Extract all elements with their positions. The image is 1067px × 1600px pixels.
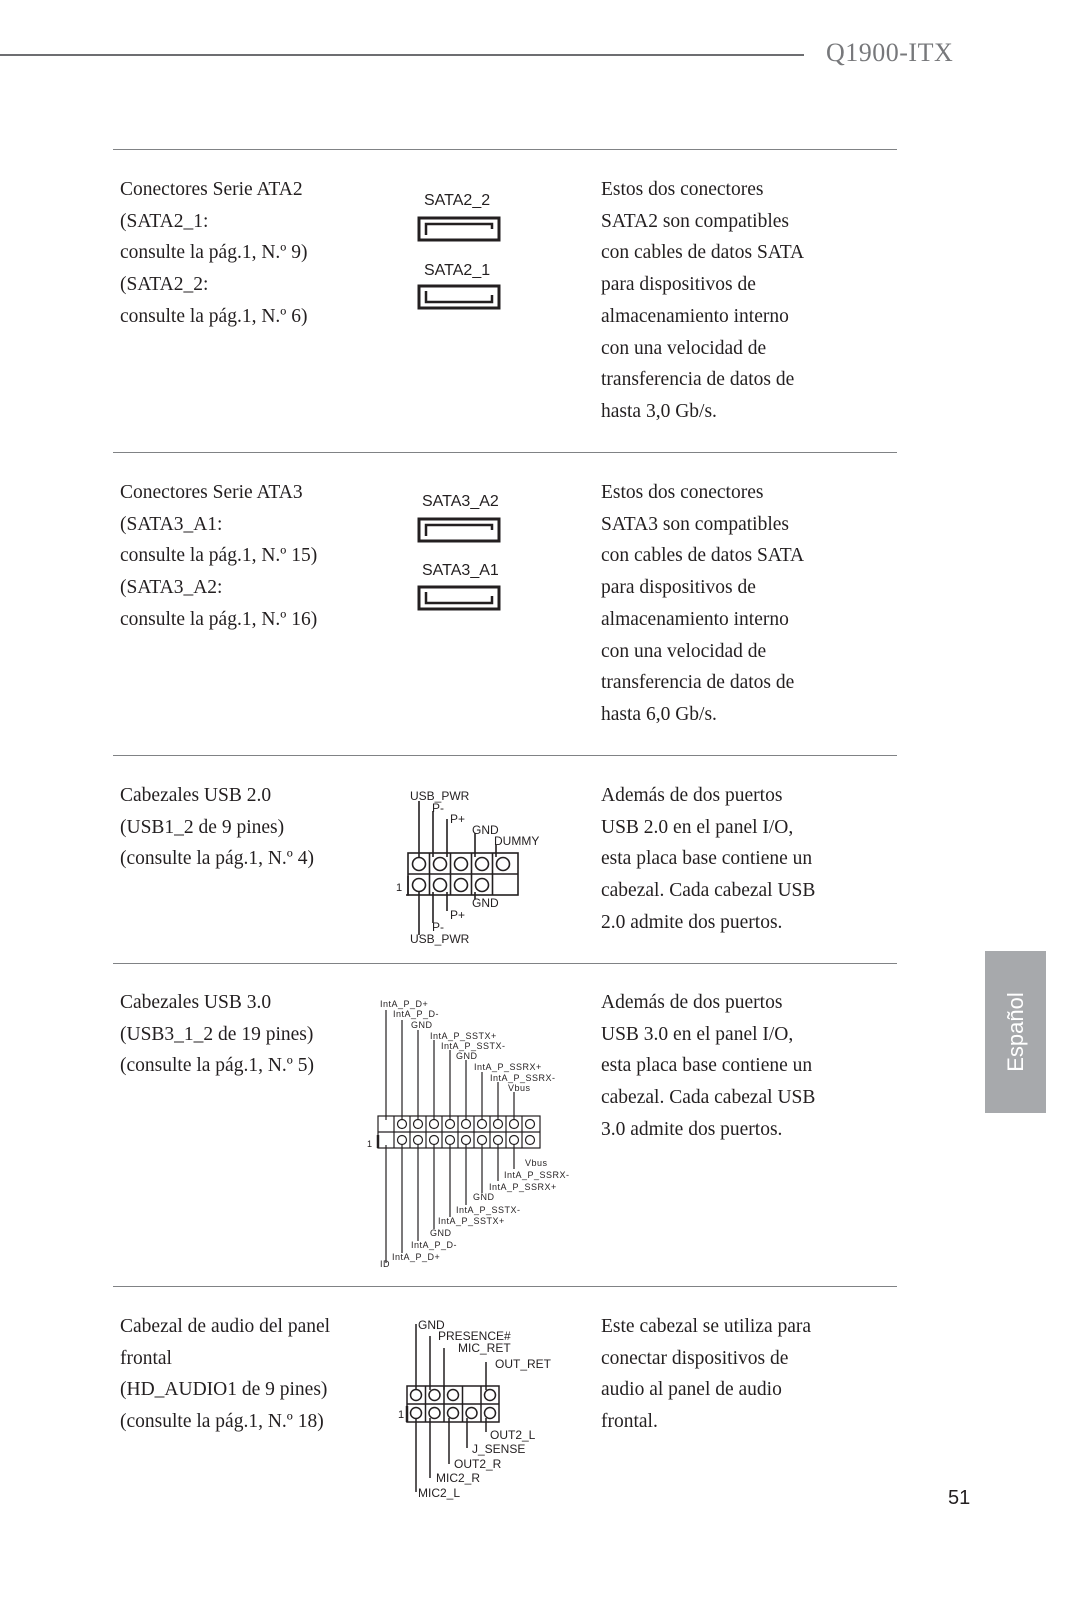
sata3-title-line: consulte la pág.1, N.º 15) bbox=[120, 545, 318, 567]
audio-label: MIC2_L bbox=[418, 1486, 461, 1500]
sata3-desc-line: con una velocidad de bbox=[601, 640, 767, 662]
usb2-header-diagram bbox=[392, 787, 552, 951]
usb2-desc-line: Además de dos puertos bbox=[601, 785, 783, 806]
sata2-description bbox=[601, 174, 871, 428]
usb3-label: Vbus bbox=[508, 1083, 531, 1093]
sata3-a1-label: SATA3_A1 bbox=[422, 562, 499, 579]
usb3-label: IntA_P_D+ bbox=[392, 1252, 441, 1262]
audio-label: OUT2_L bbox=[490, 1428, 536, 1442]
sata2-title-line: consulte la pág.1, N.º 9) bbox=[120, 242, 308, 264]
sata2-title-line: (SATA2_1: bbox=[120, 210, 209, 232]
sata3-title bbox=[120, 477, 317, 636]
usb3-label: GND bbox=[411, 1020, 433, 1030]
sata3-title-line: Conectores Serie ATA3 bbox=[120, 482, 303, 503]
usb3-title-line: Cabezales USB 3.0 bbox=[120, 992, 272, 1013]
usb3-title bbox=[120, 987, 314, 1082]
sata3-desc-line: con cables de datos SATA bbox=[601, 545, 805, 567]
sata3-a2-label: SATA3_A2 bbox=[422, 493, 499, 510]
usb3-header-diagram bbox=[366, 995, 586, 1270]
header-rule bbox=[0, 54, 804, 56]
usb3-label: IntA_P_SSRX- bbox=[490, 1073, 556, 1083]
usb2-label: USB_PWR bbox=[410, 932, 470, 946]
sata2-desc-line: hasta 3,0 Gb/s. bbox=[601, 400, 717, 422]
audio-desc-line: audio al panel de audio bbox=[601, 1379, 782, 1401]
audio-label: J_SENSE bbox=[472, 1442, 526, 1456]
page-number: 51 bbox=[948, 1487, 971, 1509]
usb2-label: GND bbox=[472, 896, 499, 910]
usb3-label: IntA_P_D- bbox=[411, 1240, 458, 1250]
sata3-desc-line: para dispositivos de bbox=[601, 577, 756, 599]
section-divider bbox=[113, 963, 897, 964]
sata3-title-line: (SATA3_A1: bbox=[120, 513, 223, 535]
sata2-title-line: (SATA2_2: bbox=[120, 274, 209, 296]
usb3-label: IntA_P_SSRX+ bbox=[474, 1062, 542, 1072]
usb3-pin1-marker: 1 bbox=[367, 1139, 373, 1149]
usb2-desc-line: 2.0 admite dos puertos. bbox=[601, 911, 783, 933]
sata2-connector-diagram bbox=[410, 185, 520, 320]
usb3-label: IntA_P_SSTX- bbox=[456, 1205, 521, 1215]
audio-desc-line: conectar dispositivos de bbox=[601, 1347, 789, 1369]
audio-label: MIC_RET bbox=[458, 1341, 511, 1355]
usb2-pin1-marker: 1 bbox=[396, 882, 403, 894]
sata2-2-label: SATA2_2 bbox=[424, 192, 491, 209]
usb2-desc-line: esta placa base contiene un bbox=[601, 848, 813, 870]
audio-title-line: (HD_AUDIO1 de 9 pines) bbox=[120, 1379, 328, 1401]
sata2-desc-line: para dispositivos de bbox=[601, 274, 756, 296]
audio-title-line: Cabezal de audio del panel bbox=[120, 1316, 331, 1337]
sata3-title-line: (SATA3_A2: bbox=[120, 577, 223, 599]
usb2-label: P+ bbox=[450, 908, 466, 922]
usb2-label: P+ bbox=[450, 812, 466, 826]
audio-title-line: frontal bbox=[120, 1347, 172, 1369]
language-tab bbox=[985, 951, 1046, 1113]
sata3-desc-line: transferencia de datos de bbox=[601, 672, 795, 694]
usb3-label: IntA_P_SSRX+ bbox=[489, 1182, 557, 1192]
sata2-title-line: Conectores Serie ATA2 bbox=[120, 179, 303, 200]
sata2-title-line: consulte la pág.1, N.º 6) bbox=[120, 305, 308, 327]
usb2-label: GND bbox=[472, 823, 499, 837]
audio-label: OUT2_R bbox=[454, 1457, 502, 1471]
sata3-description bbox=[601, 477, 871, 731]
usb3-label: GND bbox=[456, 1051, 478, 1061]
sata2-desc-line: transferencia de datos de bbox=[601, 369, 795, 391]
usb3-label: IntA_P_SSRX- bbox=[504, 1170, 570, 1180]
usb2-description bbox=[601, 780, 871, 939]
sata2-2-connector bbox=[419, 218, 499, 240]
usb3-label: IntA_P_D- bbox=[393, 1009, 440, 1019]
usb3-desc-line: Además de dos puertos bbox=[601, 992, 783, 1013]
sata2-desc-line: almacenamiento interno bbox=[601, 305, 789, 327]
sata2-1-label: SATA2_1 bbox=[424, 262, 491, 279]
usb3-desc-line: esta placa base contiene un bbox=[601, 1055, 813, 1077]
usb3-title-line: (consulte la pág.1, N.º 5) bbox=[120, 1055, 314, 1077]
usb3-label: ID bbox=[380, 1259, 390, 1269]
usb3-desc-line: USB 3.0 en el panel I/O, bbox=[601, 1023, 794, 1045]
sata3-desc-line: almacenamiento interno bbox=[601, 608, 789, 630]
model-name: Q1900-ITX bbox=[826, 38, 954, 67]
sata2-desc-line: Estos dos conectores bbox=[601, 179, 764, 200]
sata2-desc-line: con una velocidad de bbox=[601, 337, 767, 359]
section-divider bbox=[113, 149, 897, 150]
language-tab-label: Español bbox=[1002, 992, 1028, 1072]
usb3-label: IntA_P_SSTX+ bbox=[430, 1031, 497, 1041]
usb3-label: GND bbox=[473, 1192, 495, 1202]
usb3-label: Vbus bbox=[525, 1158, 548, 1168]
audio-description bbox=[601, 1311, 871, 1438]
sata3-desc-line: Estos dos conectores bbox=[601, 482, 764, 503]
usb3-desc-line: cabezal. Cada cabezal USB bbox=[601, 1087, 816, 1109]
usb3-label: GND bbox=[430, 1228, 452, 1238]
audio-desc-line: Este cabezal se utiliza para bbox=[601, 1316, 812, 1337]
usb2-title bbox=[120, 780, 314, 875]
usb3-label: IntA_P_SSTX+ bbox=[438, 1216, 505, 1226]
audio-desc-line: frontal. bbox=[601, 1411, 658, 1433]
section-divider bbox=[113, 1286, 897, 1287]
usb2-desc-line: cabezal. Cada cabezal USB bbox=[601, 880, 816, 902]
usb2-title-line: (USB1_2 de 9 pines) bbox=[120, 816, 285, 838]
usb2-label: P- bbox=[432, 920, 444, 934]
audio-header-diagram bbox=[394, 1316, 554, 1504]
audio-pin1-marker: 1 bbox=[398, 1409, 405, 1421]
sata2-desc-line: SATA2 son compatibles bbox=[601, 210, 790, 232]
audio-label: GND bbox=[418, 1318, 445, 1332]
section-divider bbox=[113, 452, 897, 453]
audio-label: PRESENCE# bbox=[438, 1329, 511, 1343]
sata3-desc-line: hasta 6,0 Gb/s. bbox=[601, 703, 717, 725]
audio-title bbox=[120, 1311, 330, 1438]
usb2-label: USB_PWR bbox=[410, 789, 470, 803]
sata3-title-line: consulte la pág.1, N.º 16) bbox=[120, 608, 318, 630]
usb3-description bbox=[601, 987, 871, 1146]
audio-title-line: (consulte la pág.1, N.º 18) bbox=[120, 1411, 324, 1433]
sata2-title bbox=[120, 174, 307, 333]
usb3-desc-line: 3.0 admite dos puertos. bbox=[601, 1118, 783, 1140]
sata3-a2-connector bbox=[419, 519, 499, 541]
sata2-desc-line: con cables de datos SATA bbox=[601, 242, 805, 264]
usb3-label: IntA_P_D+ bbox=[380, 999, 429, 1009]
audio-label: MIC2_R bbox=[436, 1471, 481, 1485]
audio-label: OUT_RET bbox=[495, 1357, 552, 1371]
sata3-a1-connector bbox=[419, 587, 499, 609]
usb3-title-line: (USB3_1_2 de 19 pines) bbox=[120, 1023, 314, 1045]
sata3-connector-diagram bbox=[410, 486, 520, 621]
usb2-title-line: (consulte la pág.1, N.º 4) bbox=[120, 848, 314, 870]
section-divider bbox=[113, 755, 897, 756]
usb2-label: P- bbox=[432, 801, 444, 815]
sata2-1-connector bbox=[419, 286, 499, 308]
sata3-desc-line: SATA3 son compatibles bbox=[601, 513, 790, 535]
usb2-desc-line: USB 2.0 en el panel I/O, bbox=[601, 816, 794, 838]
usb2-label: DUMMY bbox=[494, 834, 540, 848]
usb2-title-line: Cabezales USB 2.0 bbox=[120, 785, 272, 806]
usb3-label: IntA_P_SSTX- bbox=[441, 1041, 506, 1051]
